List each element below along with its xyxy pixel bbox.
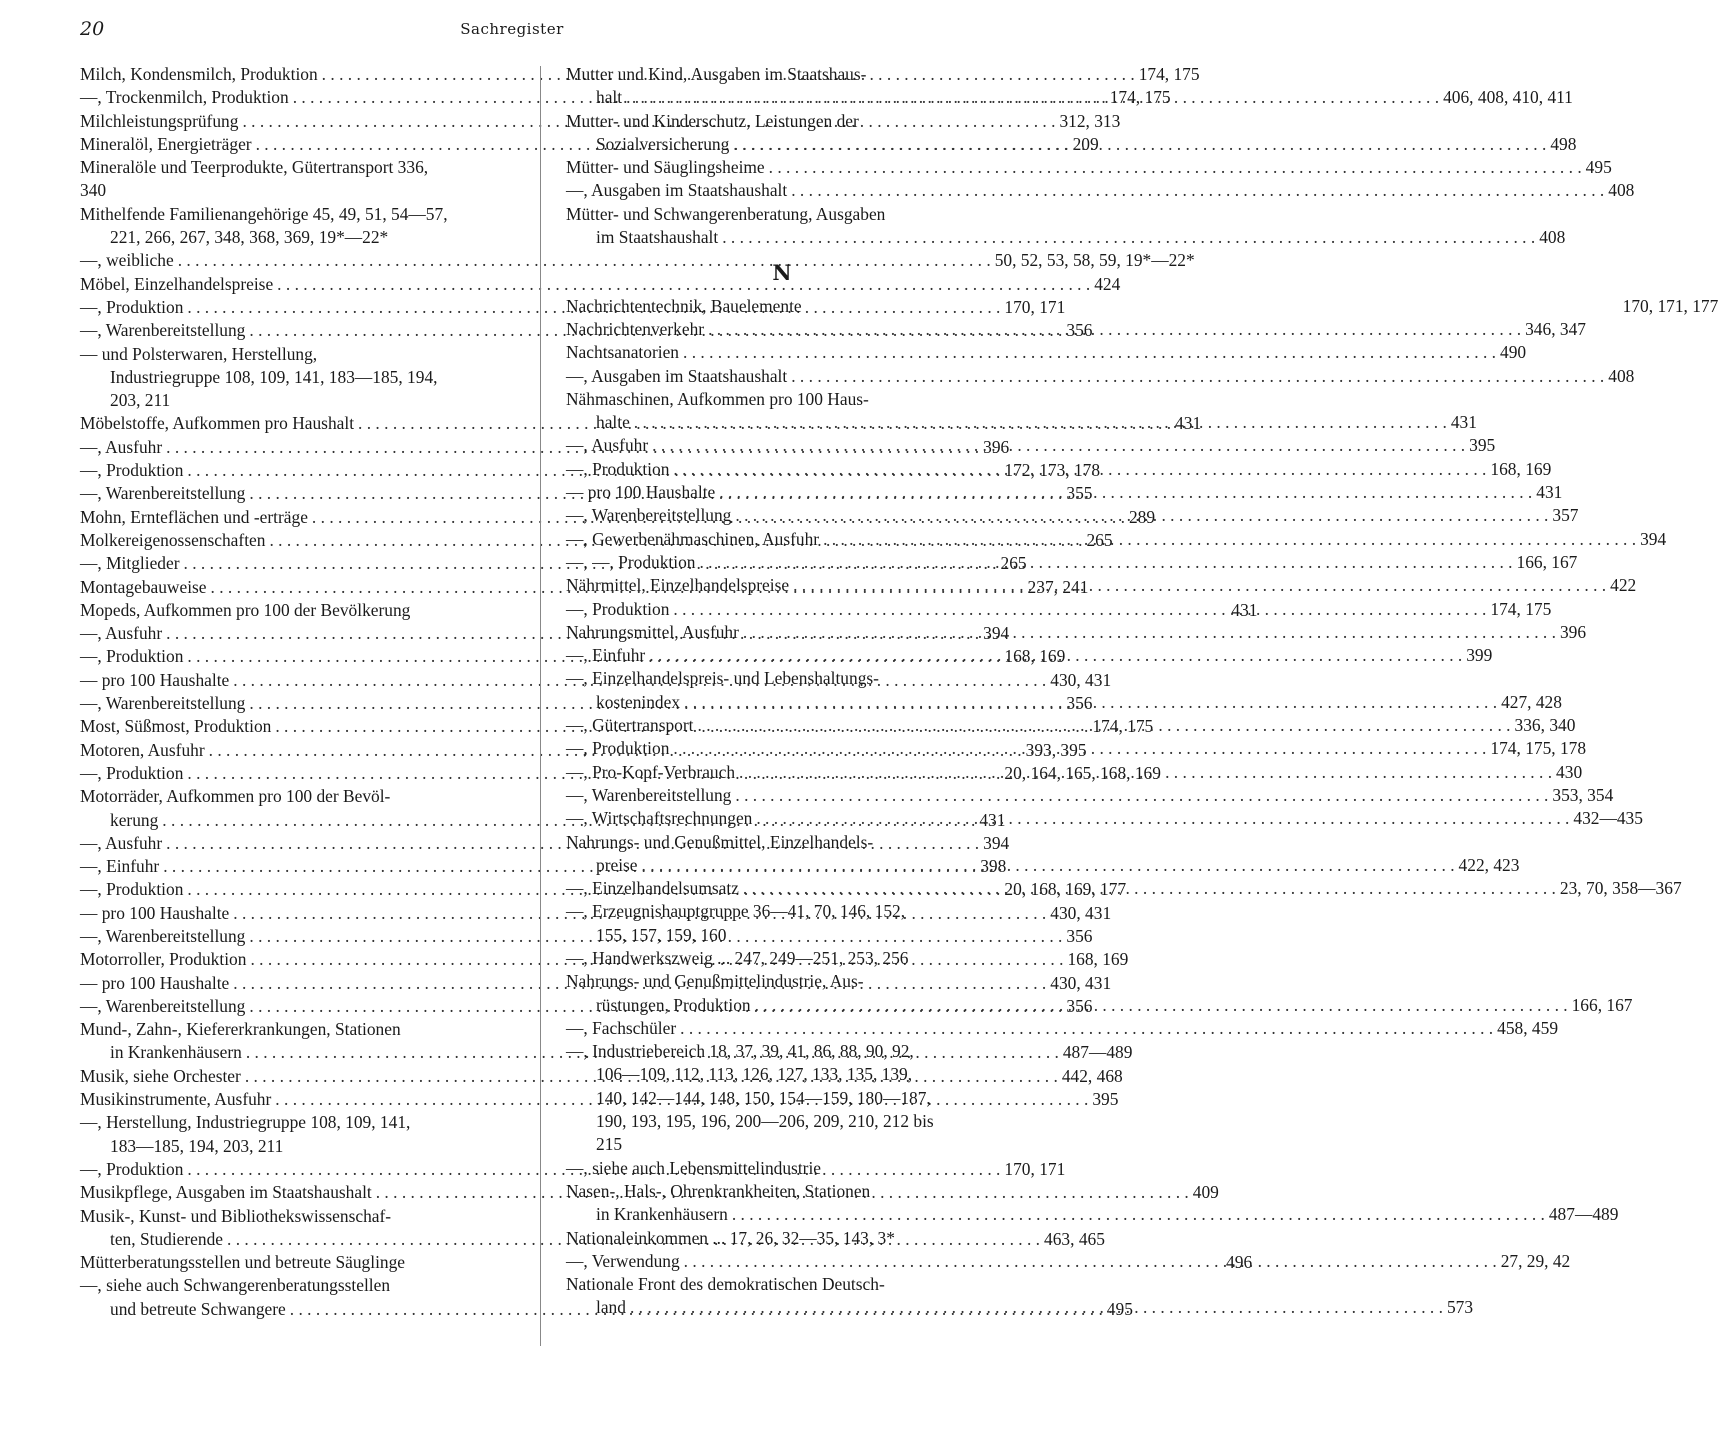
entry-term: in Krankenhäusern [596,1204,728,1225]
entry-page-numbers: 496 [1226,1252,1253,1273]
entry-term: Nationale Front des demokratischen Deutsch- [566,1274,885,1295]
entry-term: Mutter- und Kinderschutz, Leistungen der [566,110,859,131]
entry-term: —, Pro-Kopf-Verbrauch [566,761,736,782]
entry-term: rüstungen, Produktion [596,994,751,1015]
index-entry-line [80,1018,512,1041]
entry-page-numbers: 487—489 [1062,1042,1133,1063]
index-entry [566,295,1718,318]
index-entry [566,365,1635,388]
entry-term: im Staatshaushalt [596,227,719,248]
index-entry [566,156,1612,179]
entry-term: halt [596,87,623,108]
index-entry-line [80,249,1195,272]
index-entry-line [566,365,1635,388]
index-entry [566,784,1614,807]
entry-term: —, Produktion [80,1158,184,1179]
entry-page-numbers: 399 [1466,645,1493,666]
index-entry [566,807,1643,830]
entry-page-numbers: 237, 241 [1027,576,1089,597]
index-entry [80,249,1195,272]
entry-term: — pro 100 Haushalte [80,669,230,690]
entry-term: —, Produktion [80,296,184,317]
index-entry-line [80,226,512,249]
index-entry [566,1157,998,1180]
index-entry [566,203,1566,250]
index-entry-line [566,341,1527,364]
entry-term: —, Fachschüler [566,1017,677,1038]
dot-leader [756,807,1569,830]
dot-leader [684,691,1497,714]
index-entry [566,621,1587,644]
dot-leader [673,737,1486,760]
dot-leader [791,365,1604,388]
entry-term: Mütterberatungsstellen und betreute Säuglinge [80,1252,406,1273]
entry-term: land [596,1297,626,1318]
entry-page-numbers: 442, 468 [1061,1065,1123,1086]
index-entry [566,1017,1559,1040]
index-entry-line [80,156,512,179]
dot-leader [769,156,1582,179]
entry-page-numbers: 357 [1552,505,1579,526]
entry-term: Nahrungs- und Genußmittelindustrie, Aus- [566,971,864,992]
entry-term: —, Ausgaben im Staatshaushalt [566,180,788,201]
entry-term: Nahrungsmittel, Ausfuhr [566,621,739,642]
index-entry [80,203,512,250]
index-entry-line [566,1180,998,1203]
index-entry-line [566,1227,998,1250]
index-entry-line [80,436,1010,459]
entry-page-numbers: 430, 431 [1050,902,1112,923]
entry-term: Motorräder, Aufkommen pro 100 der Bevöl- [80,786,391,807]
index-entry-line [566,1157,998,1180]
entry-term: —, Wirtschaftsrechnungen [566,808,753,829]
dot-leader [680,1017,1493,1040]
entry-page-numbers: 20, 168, 169, 177 [1004,879,1127,900]
entry-page-numbers: 170, 171, 177 [1622,295,1718,316]
dot-leader [735,784,1548,807]
entry-page-numbers: 430, 431 [1050,669,1112,690]
index-entry-line [566,807,1643,830]
index-entry [566,1227,998,1250]
index-entry-line [566,1017,1559,1040]
index-entry-line [566,156,1612,179]
entry-term: Nährmittel, Einzelhandelspreise [566,575,790,596]
entry-page-numbers: 174, 175, 178 [1490,738,1587,759]
index-entry-line [80,1205,512,1228]
dot-leader [630,1296,1443,1319]
entry-term: —, Ausfuhr [566,435,649,456]
entry-page-numbers: 170, 171 [1004,1158,1066,1179]
dot-leader [755,994,1568,1017]
entry-page-numbers: 23, 70, 358—367 [1559,878,1682,899]
entry-term: —, Erzeugnishauptgruppe 36—41, 70, 146, 152, [566,901,906,922]
entry-page-numbers: 166, 167 [1571,994,1633,1015]
entry-term: — pro 100 Haushalte [80,972,230,993]
entry-page-numbers: 463, 465 [1044,1228,1105,1249]
entry-term: Motoren, Ausfuhr [80,739,205,760]
entry-term: Industriegruppe 108, 109, 141, 183—185, 194, [110,366,438,387]
entry-term: Nasen-, Hals-, Ohrenkrankheiten, Stationen [566,1180,871,1201]
page-number: 20 [80,18,105,40]
entry-term: kerung [110,809,159,830]
entry-term: —, Industriebereich 18, 37, 39, 41, 86, 88, 90, 92, [566,1041,914,1062]
index-entry-line [566,1273,998,1296]
dot-leader [642,854,1455,877]
index-entry-line [566,947,998,970]
entry-page-numbers: 458, 459 [1497,1017,1559,1038]
entry-term: Musik, siehe Orchester [80,1065,241,1086]
entry-term: —, Warenbereitstellung [80,483,246,504]
entry-term: Musik-, Kunst- und Bibliothekswissenschaf- [80,1205,392,1226]
entry-page-numbers: 209 [1072,133,1099,154]
entry-page-numbers: 427, 428 [1501,691,1562,712]
entry-page-numbers: 422, 423 [1458,854,1520,875]
index-entry [80,1111,512,1158]
entry-page-numbers: 490 [1500,342,1527,363]
entry-term: —, Produktion [80,762,184,783]
entry-term: kostenindex [596,691,681,712]
entry-page-numbers: 573 [1446,1297,1474,1318]
entry-page-numbers: 431 [1175,413,1202,434]
entry-page-numbers: 168, 169 [1004,646,1066,667]
index-entry-line [80,459,1101,482]
dot-leader [634,411,1447,434]
entry-term: preise [596,854,638,875]
entry-page-numbers: 431 [1231,599,1258,620]
entry-term: —, Warenbereitstellung [566,784,732,805]
entry-term: —, Warenbereitstellung [80,320,246,341]
entry-page-numbers: 174, 175 [1092,716,1154,737]
entry-term: —, siehe auch Lebensmittelindustrie [566,1157,821,1178]
entry-page-numbers: 487—489 [1548,1204,1619,1225]
entry-page-numbers: 27, 29, 42 [1500,1250,1571,1271]
dot-leader [683,341,1496,364]
dot-leader [793,574,1606,597]
entry-term: —, Warenbereitstellung [80,925,246,946]
dot-leader [735,504,1548,527]
index-entry [80,436,1010,459]
index-entry-line [566,203,998,226]
index-entry-line [566,1087,998,1110]
index-entry [566,179,1635,202]
index-entry-line [566,1063,998,1086]
entry-term: Möbel, Einzelhandelspreise [80,273,274,294]
entry-term: Musikpflege, Ausgaben im Staatshaushalt [80,1182,372,1203]
entry-term: —, Warenbereitstellung [566,505,732,526]
entry-term: —, Warenbereitstellung [80,693,246,714]
entry-page-numbers: 430, 431 [1050,972,1112,993]
column-divider [540,66,541,1346]
index-entry-line [80,1111,512,1134]
entry-page-numbers: 495 [1106,1298,1133,1319]
dot-leader [743,877,1556,900]
entry-term: —, Mitglieder [80,553,180,574]
index-entry [566,831,1520,878]
entry-term: in Krankenhäusern [110,1042,242,1063]
index-entry-line [566,784,1614,807]
entry-page-numbers: 431 [979,809,1006,830]
entry-term: Sozialversicherung [596,133,730,154]
dot-leader [673,598,1486,621]
entry-page-numbers: 498 [1550,133,1577,154]
entry-term: Nahrungs- und Genußmittel, Einzelhandels- [566,831,874,852]
entry-page-numbers: 430 [1556,761,1583,782]
entry-page-numbers: 408 [1608,365,1635,386]
entry-term: und betreute Schwangere [110,1298,286,1319]
entry-term: Most, Süßmost, Produktion [80,716,272,737]
entry-page-numbers: 408 [1608,180,1635,201]
dot-leader [652,434,1465,457]
index-entry-line [566,110,998,133]
index-entry [80,273,1121,296]
dot-leader [732,1203,1545,1226]
entry-term: 155, 157, 159, 160 [596,924,727,945]
dot-leader [673,458,1486,481]
entry-term: Milch, Kondensmilch, Produktion [80,64,318,84]
dot-leader [733,133,1546,156]
entry-term: —, Verwendung [566,1250,680,1271]
section-letter-heading: N [772,260,792,286]
entry-term: Mütter- und Säuglingsheime [566,157,765,178]
entry-term: —, Einzelhandelsumsatz [566,878,739,899]
entry-term: —, Einzelhandelspreis- und Lebenshaltungs- [566,668,879,689]
entry-term: ten, Studierende [110,1228,224,1249]
entry-term: —, Handwerkszweig ... 247, 249—251, 253, 256 [566,947,909,968]
entry-term: —, —, Produktion [566,551,696,572]
entry-page-numbers: 424 [1094,273,1121,294]
index-entry-line [80,389,512,412]
entry-term: Mopeds, Aufkommen pro 100 der Bevölkerung [80,599,411,620]
index-entry-line [80,366,512,389]
entry-term: — und Polsterwaren, Herstellung, [80,343,318,364]
entry-page-numbers: 312, 313 [1059,110,1121,131]
entry-page-numbers: 168, 169 [1067,949,1129,970]
entry-term: Mineralöle und Teerprodukte, Gütertransport 336, [80,157,429,178]
index-entry-line [566,667,998,690]
entry-term: —, Ausfuhr [80,623,163,644]
entry-term: —, siehe auch Schwangerenberatungsstellen [80,1275,391,1296]
entry-page-numbers: 396 [983,436,1010,457]
dot-leader [626,86,1439,109]
entry-page-numbers: 394 [1640,528,1667,549]
index-entry-line [566,621,1587,644]
entry-term: Mütter- und Schwangerenberatung, Ausgaben [566,203,886,224]
index-entry-line [566,226,1566,249]
index-entry-line [80,273,1121,296]
index-entry-line [80,1274,512,1297]
index-entry-line [566,295,1718,318]
entry-term: —, Produktion [80,646,184,667]
entry-page-numbers: 406, 408, 410, 411 [1443,87,1573,108]
index-entry-line [80,343,512,366]
running-head: Sachregister [460,20,564,38]
entry-page-numbers: 170, 171 [1004,296,1066,317]
entry-page-numbers: 395 [1469,435,1496,456]
entry-page-numbers: 431 [1450,412,1477,433]
entry-page-numbers: 20, 164, 165, 168, 169 [1004,762,1161,783]
dot-leader [743,621,1556,644]
entry-term: Möbelstoffe, Aufkommen pro Haushalt [80,413,355,434]
entry-page-numbers: 346, 347 [1525,318,1586,339]
index-entry-line [566,900,998,923]
entry-term: —, Produktion [80,879,184,900]
index-entry-line [80,179,512,202]
entry-page-numbers: 408 [1539,227,1566,248]
index-entry-line [566,1110,998,1133]
index-entry-line [566,831,998,854]
index-entry-line [80,203,512,226]
entry-term: —, Ausgaben im Staatshaushalt [566,365,788,386]
entry-page-numbers: 398 [980,856,1007,877]
dot-leader [708,318,1521,341]
entry-page-numbers: 409 [1192,1182,1219,1203]
entry-term: —, Gütertransport [566,715,694,736]
entry-term: Motorroller, Produktion [80,949,247,970]
entry-term: —, Gewerbenähmaschinen, Ausfuhr [566,528,820,549]
entry-page-numbers: 353, 354 [1552,784,1614,805]
entry-term: halte [596,412,630,433]
entry-term: Nähmaschinen, Aufkommen pro 100 Haus- [566,388,869,409]
entry-page-numbers: 432—435 [1573,808,1643,829]
entry-term: —, Ausfuhr [80,436,163,457]
entry-term: Nationaleinkommen ... 17, 26, 32—35, 143, 3* [566,1227,895,1248]
index-entry-line [566,970,998,993]
entry-term: 183—185, 194, 203, 211 [110,1135,284,1156]
entry-term: —, Produktion [566,598,670,619]
entry-term: 340 [80,180,107,201]
entry-page-numbers: 166, 167 [1516,551,1578,572]
index-entry-line [566,1040,998,1063]
dot-leader [722,226,1535,249]
dot-leader [739,761,1552,784]
entry-page-numbers: 336, 340 [1514,715,1576,736]
entry-term: Milchleistungsprüfung [80,110,239,131]
index-entry [566,900,998,947]
index-entry [566,947,998,970]
index-entry-line [566,411,1477,434]
dot-leader [684,1250,1497,1273]
entry-page-numbers: 355 [1066,483,1093,504]
entry-page-numbers: 495 [1585,157,1612,178]
index-entry [566,341,1527,364]
index-entry-line [566,924,998,947]
entry-term: 106—109, 112, 113, 126, 127, 133, 135, 139, [596,1064,913,1085]
entry-page-numbers: 422 [1610,575,1637,596]
entry-term: 190, 193, 195, 196, 200—206, 209, 210, 212 bis [596,1111,934,1132]
index-entry [80,459,1101,482]
entry-term: Montagebauweise [80,576,207,597]
entry-page-numbers: 289 [1128,506,1156,527]
index-entry-line [566,179,1635,202]
index-entry [566,434,1496,457]
entry-term: —, Einfuhr [566,645,646,666]
entry-term: Musikinstrumente, Ausfuhr [80,1089,272,1110]
entry-term: 215 [596,1134,623,1155]
entry-term: 203, 211 [110,390,171,411]
entry-page-numbers: 356 [1066,995,1093,1016]
entry-term: Mutter und Kind, Ausgaben im Staatshaus- [566,64,867,84]
dot-leader [698,714,1511,737]
index-entry [566,1040,998,1156]
entry-term: Nachrichtenverkehr [566,318,705,339]
entry-term: Mohn, Ernteflächen und -erträge [80,506,308,527]
entry-term: 140, 142—144, 148, 150, 154—159, 180—187, [596,1087,931,1108]
entry-term: — pro 100 Haushalte [566,482,716,503]
index-entry-line [566,388,998,411]
index-entry-line [566,1203,1619,1226]
index-entry-line [566,434,1496,457]
entry-page-numbers: 396 [1559,621,1587,642]
index-entry [80,343,512,413]
entry-page-numbers: 172, 173, 178 [1004,460,1101,481]
index-entry [566,388,1477,435]
entry-term: —, Produktion [566,738,670,759]
entry-term: Mund-, Zahn-, Kiefererkrankungen, Stationen [80,1019,401,1040]
entry-page-numbers: 174, 175 [1138,64,1200,84]
entry-term: Molkereigenossenschaften [80,529,266,550]
entry-page-numbers: 393, 395 [1025,739,1087,760]
entry-term: 221, 266, 267, 348, 368, 369, 19*—22* [110,227,389,248]
entry-term: —, Produktion [80,460,184,481]
entry-page-numbers: 174, 175 [1109,87,1171,108]
index-entry-line [566,63,998,86]
entry-term: —, Produktion [566,458,670,479]
index-entry-line [80,785,512,808]
index-entry-line [80,1135,512,1158]
entry-page-numbers: 50, 52, 53, 58, 59, 19*—22* [994,250,1195,271]
index-entry-line [566,854,1520,877]
entry-term: Mithelfende Familienangehörige 45, 49, 51, 54—57, [80,203,448,224]
entry-page-numbers: 265 [1086,529,1113,550]
entry-page-numbers: 168, 169 [1490,458,1552,479]
entry-term: —, Ausfuhr [80,832,163,853]
entry-term: —, Warenbereitstellung [80,995,246,1016]
entry-term: —, weibliche [80,250,174,271]
entry-term: —, Einfuhr [80,856,160,877]
entry-page-numbers: 356 [1066,693,1093,714]
entry-term: Nachtsanatorien [566,342,679,363]
entry-page-numbers: 394 [983,832,1010,853]
entry-term: Mineralöl, Energieträger [80,133,252,154]
dot-leader [791,179,1604,202]
index-entry [80,156,512,203]
entry-page-numbers: 356 [1066,925,1093,946]
entry-page-numbers: 265 [1000,553,1027,574]
entry-term: — pro 100 Haushalte [80,902,230,923]
entry-page-numbers: 431 [1536,482,1563,503]
dot-leader [699,551,1512,574]
entry-term: —, Herstellung, Industriegruppe 108, 109, 141, [80,1112,411,1133]
entry-page-numbers: 356 [1066,320,1093,341]
entry-term: —, Trockenmilch, Produktion [80,87,289,108]
dot-leader [719,481,1532,504]
index-entry-line [566,1133,998,1156]
entry-page-numbers: 395 [1092,1089,1119,1110]
dot-leader [649,644,1462,667]
dot-leader [823,528,1636,551]
entry-term: Nachrichtentechnik, Bauelemente [566,295,802,316]
entry-page-numbers: 394 [983,623,1010,644]
entry-page-numbers: 174, 175 [1490,598,1552,619]
